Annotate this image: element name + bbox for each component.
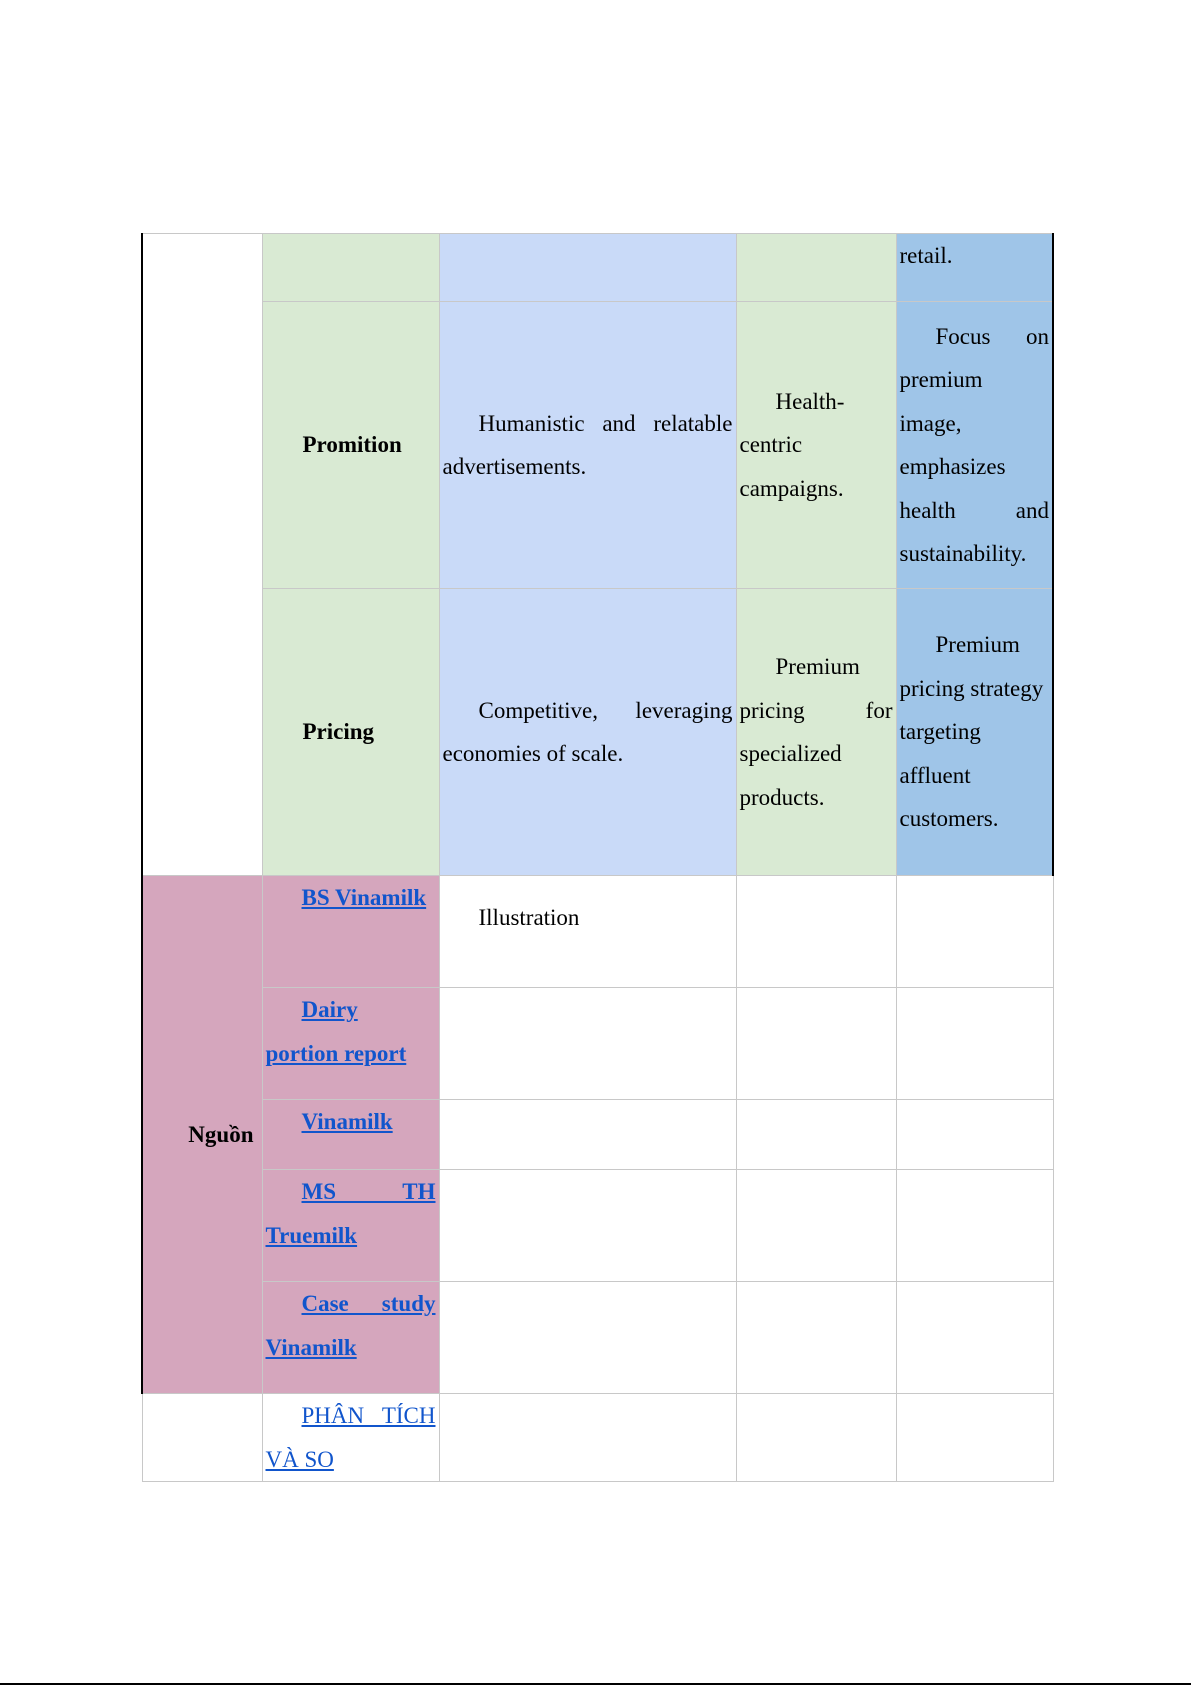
empty-cell: [896, 1282, 1053, 1394]
empty-cell: [439, 1170, 736, 1282]
table-row-analysis: [142, 1394, 1053, 1482]
row-label-promotion: Promition: [262, 302, 439, 589]
empty-cell: [896, 988, 1053, 1100]
col2-cell-empty: [439, 234, 736, 302]
source-link-cell: [262, 1170, 439, 1282]
promotion-col2: Humanistic and relatable advertisements.: [439, 302, 736, 589]
comparison-table: [141, 233, 1054, 1482]
table-row-retail: [142, 234, 1053, 302]
source-link-cell: [262, 988, 439, 1100]
empty-cell: [896, 1170, 1053, 1282]
empty-cell: [896, 1100, 1053, 1170]
table-row-source-4: [142, 1170, 1053, 1282]
source-link-ms-th-truemilk[interactable]: MS TH Truemilk: [265, 1179, 436, 1248]
table-row-source-2: [142, 988, 1053, 1100]
empty-cell: [736, 876, 896, 988]
illustration-text: Illustration: [478, 905, 580, 930]
table-row-pricing: [142, 589, 1053, 876]
pricing-col3: Premium pricing for specialized products.: [736, 589, 896, 876]
empty-cell: [439, 1100, 736, 1170]
analysis-link-cell: [262, 1394, 439, 1482]
table-row-source-5: [142, 1282, 1053, 1394]
row-label-pricing: Pricing: [262, 589, 439, 876]
source-link-dairy-portion-report[interactable]: Dairy portion report: [265, 997, 407, 1066]
source-link-case-study-vinamilk[interactable]: Case study Vinamilk: [265, 1291, 436, 1360]
promotion-col3: Health-centric campaigns.: [736, 302, 896, 589]
source-link-cell: [262, 876, 439, 988]
col4-cell-retail: [896, 234, 1053, 302]
retail-text: retail.: [899, 243, 953, 268]
empty-cell: [736, 1170, 896, 1282]
empty-cell: [439, 1282, 736, 1394]
source-link-vinamilk[interactable]: Vinamilk: [301, 1109, 393, 1134]
source-link-cell: [262, 1282, 439, 1394]
pricing-col4: Premium pricing strategy targeting affluent customers.: [896, 589, 1053, 876]
empty-cell: [896, 876, 1053, 988]
source-link-cell: [262, 1100, 439, 1170]
empty-cell: [142, 1394, 262, 1482]
section-label-sources: Nguồn: [142, 876, 262, 1394]
col3-cell-empty: [736, 234, 896, 302]
empty-cell: [736, 1394, 896, 1482]
empty-cell: [896, 1394, 1053, 1482]
empty-cell: [736, 988, 896, 1100]
promotion-col4: Focus on premium image, emphasizes health and sustainability.: [896, 302, 1053, 589]
empty-cell: [439, 988, 736, 1100]
source-note-cell: [439, 876, 736, 988]
table-row-promotion: [142, 302, 1053, 589]
label-cell-empty: [262, 234, 439, 302]
table-row-source-3: [142, 1100, 1053, 1170]
analysis-link[interactable]: PHÂN TÍCH VÀ SO: [265, 1403, 436, 1472]
empty-cell: [736, 1282, 896, 1394]
source-link-bs-vinamilk[interactable]: BS Vinamilk: [301, 885, 427, 910]
section-cell-empty: [142, 234, 262, 876]
table-row-source-1: [142, 876, 1053, 988]
empty-cell: [439, 1394, 736, 1482]
pricing-col2: Competitive, leveraging economies of scale.: [439, 589, 736, 876]
empty-cell: [736, 1100, 896, 1170]
